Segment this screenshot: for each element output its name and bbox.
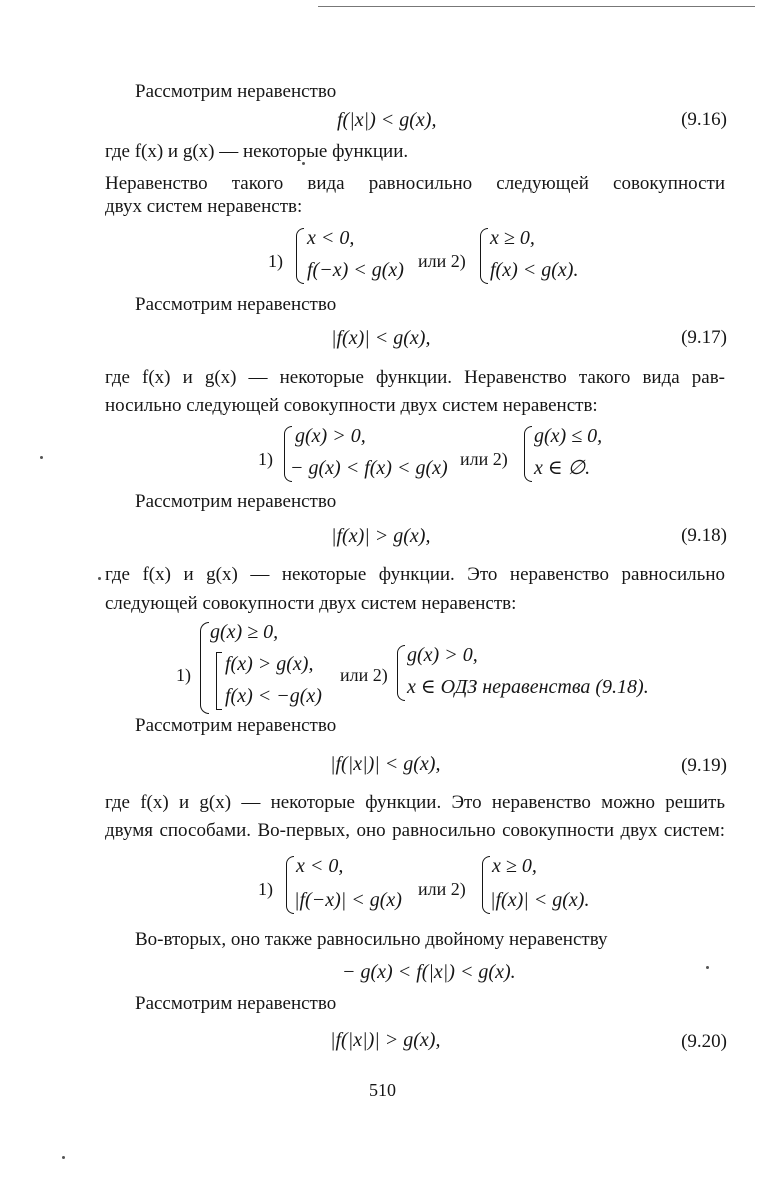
union-bracket [216, 652, 222, 710]
formula-9-19: |f(|x|)| < g(x), [330, 753, 441, 775]
system-1-row2: |f(−x)| < g(x) [294, 889, 402, 911]
system-2-row1: g(x) > 0, [407, 644, 478, 666]
or-label: или 2) [418, 251, 466, 271]
system-2-row2: f(x) < g(x). [490, 259, 579, 281]
equation-number-9-19: (9.19) [681, 755, 727, 776]
system-brace [296, 228, 304, 284]
system-1-row1: g(x) > 0, [295, 425, 366, 447]
system-1-row2: − g(x) < f(x) < g(x) [290, 457, 448, 479]
system-1-label: 1) [258, 449, 273, 469]
equation-number-9-18: (9.18) [681, 525, 727, 546]
or-label: или 2) [340, 665, 388, 685]
formula-9-18: |f(x)| > g(x), [331, 525, 431, 547]
formula-9-20: |f(|x|)| > g(x), [330, 1029, 441, 1051]
paragraph-9-17-line1: где f(x) и g(x) — некоторые функции. Неравенство такого вида рав- [105, 367, 725, 388]
equation-number-9-20: (9.20) [681, 1031, 727, 1052]
intro-9-18: Рассмотрим неравенство [135, 491, 337, 512]
paragraph-9-18-line2: следующей совокупности двух систем неравенств: [105, 593, 517, 614]
system-brace [482, 856, 490, 914]
system-2-row1: g(x) ≤ 0, [534, 425, 603, 447]
paragraph-9-17-line2: носильно следующей совокупности двух систем неравенств: [105, 395, 598, 416]
system-1-row1: x < 0, [296, 855, 344, 877]
intro-9-19: Рассмотрим неравенство [135, 715, 337, 736]
system-2-row2: x ∈ ОДЗ неравенства (9.18). [407, 676, 649, 698]
system-1-label: 1) [176, 665, 191, 685]
system-1-row1: x < 0, [307, 227, 355, 249]
system-1-row2: f(−x) < g(x) [307, 259, 404, 281]
page-number: 510 [369, 1080, 396, 1100]
double-inequality: − g(x) < f(|x|) < g(x). [342, 961, 516, 983]
formula-9-17: |f(x)| < g(x), [331, 327, 431, 349]
system-1-label: 1) [268, 251, 283, 271]
formula-9-16: f(|x|) < g(x), [337, 109, 437, 131]
intro-9-17: Рассмотрим неравенство [135, 294, 337, 315]
intro-9-20: Рассмотрим неравенство [135, 993, 337, 1014]
system-brace [524, 426, 532, 482]
system-2-row1: x ≥ 0, [492, 855, 537, 877]
scan-speck [706, 966, 709, 969]
paragraph-9-18-line1: где f(x) и g(x) — некоторые функции. Это неравенство равносильно [105, 564, 725, 585]
system-brace [200, 622, 209, 714]
or-label: или 2) [460, 449, 508, 469]
equation-number-9-16: (9.16) [681, 109, 727, 130]
or-label: или 2) [418, 879, 466, 899]
scan-speck [62, 1156, 65, 1159]
system-brace [397, 645, 405, 701]
scan-speck [98, 577, 101, 580]
paragraph-9-19-line1: где f(x) и g(x) — некоторые функции. Это неравенство можно решить [105, 792, 725, 813]
paragraph-9-16-line1: Неравенство такого вида равносильно следующей совокупности [105, 173, 725, 194]
second-way-text: Во-вторых, оно также равносильно двойному неравенству [135, 929, 608, 950]
paragraph-9-16-line2: двух систем неравенств: [105, 196, 303, 217]
system-brace [286, 856, 294, 914]
scan-speck [302, 162, 305, 165]
system-brace [480, 228, 488, 284]
system-2-row1: x ≥ 0, [490, 227, 535, 249]
system-1-label: 1) [258, 879, 273, 899]
header-rule [318, 6, 755, 7]
equation-number-9-17: (9.17) [681, 327, 727, 348]
system-1-row2: f(x) > g(x), [225, 653, 314, 675]
where-text-9-16: где f(x) и g(x) — некоторые функции. [105, 141, 409, 162]
system-2-row2: x ∈ ∅. [534, 457, 591, 479]
system-2-row2: |f(x)| < g(x). [490, 889, 590, 911]
system-1-row3: f(x) < −g(x) [225, 685, 322, 707]
intro-9-16: Рассмотрим неравенство [135, 81, 337, 102]
system-1-row1: g(x) ≥ 0, [210, 621, 279, 643]
paragraph-9-19-line2: двумя способами. Во-первых, оно равносильно совокупности двух систем: [105, 820, 725, 841]
scan-speck [40, 456, 43, 459]
